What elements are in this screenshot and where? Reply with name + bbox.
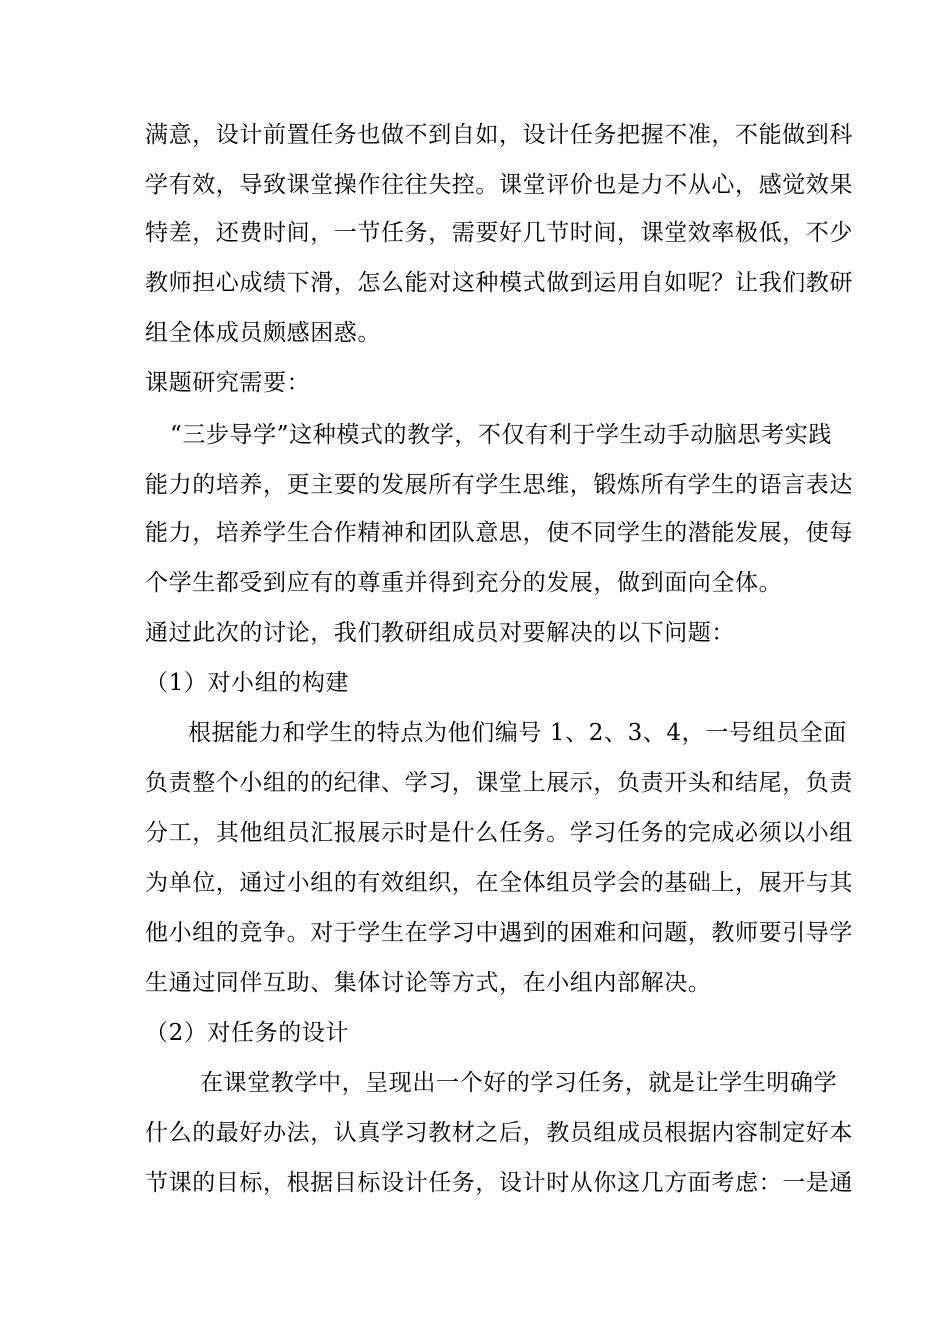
text-line: 什么的最好办法，认真学习教材之后，教员组成员根据内容制定好本 (145, 1120, 853, 1146)
text-line: 为单位，通过小组的有效组织，在全体组员学会的基础上，展开与其 (145, 870, 853, 896)
text-line: 能力，培养学生合作精神和团队意思，使不同学生的潜能发展，使每 (145, 520, 853, 546)
text-line: 根据能力和学生的特点为他们编号 1、2、3、4，一号组员全面 (188, 720, 847, 746)
text-line: 能力的培养，更主要的发展所有学生思维，锻炼所有学生的语言表达 (145, 472, 853, 498)
text-line: 在课堂教学中，呈现出一个好的学习任务，就是让学生明确学 (200, 1070, 838, 1096)
text-line: 满意，设计前置任务也做不到自如，设计任务把握不准，不能做到科 (145, 122, 853, 148)
text-line: “三步导学”这种模式的教学，不仅有利于学生动手动脑思考实践 (170, 422, 832, 448)
text-line: 学有效，导致课堂操作往往失控。课堂评价也是力不从心，感觉效果 (145, 172, 853, 198)
text-line: 节课的目标，根据目标设计任务，设计时从你这几方面考虑：一是通 (145, 1170, 853, 1196)
text-line: 通过此次的讨论，我们教研组成员对要解决的以下问题： (145, 620, 735, 646)
text-line: 生通过同伴互助、集体讨论等方式，在小组内部解决。 (145, 970, 712, 996)
text-line: 教师担心成绩下滑，怎么能对这种模式做到运用自如呢？让我们教研 (145, 270, 853, 296)
subsection-heading: （2）对任务的设计 (145, 1020, 350, 1046)
text-line: 分工，其他组员汇报展示时是什么任务。学习任务的完成必须以小组 (145, 820, 853, 846)
text-line: 他小组的竞争。对于学生在学习中遇到的困难和问题，教师要引导学 (145, 920, 853, 946)
text-line: 负责整个小组的的纪律、学习，课堂上展示，负责开头和结尾，负责 (145, 770, 853, 796)
text-line: 组全体成员颇感困惑。 (145, 320, 381, 346)
text-line: 个学生都受到应有的尊重并得到充分的发展，做到面向全体。 (145, 570, 783, 596)
text-line: 特差，还费时间，一节任务，需要好几节时间，课堂效率极低，不少 (145, 220, 853, 246)
section-heading: 课题研究需要： (145, 370, 311, 396)
subsection-heading: （1）对小组的构建 (145, 670, 350, 696)
